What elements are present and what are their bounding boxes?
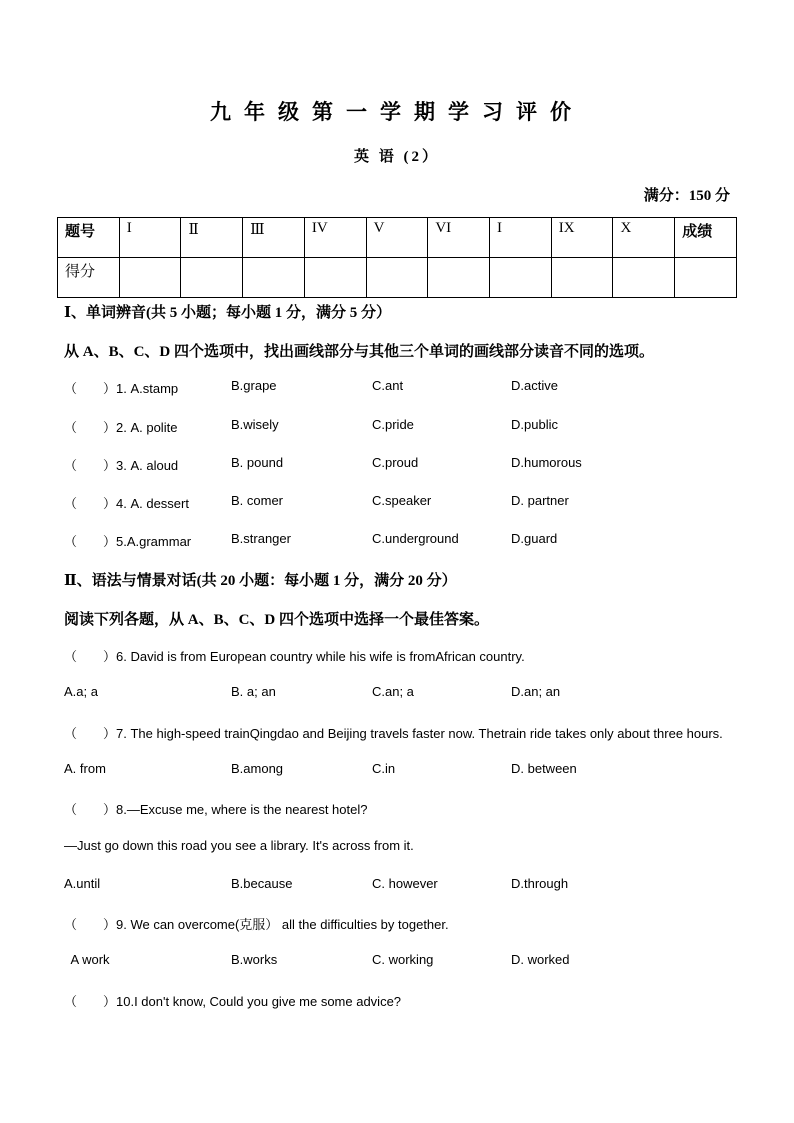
- question-stem: （ ）3. A. aloud: [64, 458, 179, 473]
- score-table-header-cell: Ⅲ: [243, 218, 305, 258]
- score-table-header-cell: VI: [428, 218, 490, 258]
- option-c: C.an; a: [372, 684, 414, 699]
- question-stem: （ ）4. A. dessert: [64, 496, 189, 511]
- option-d: D.guard: [511, 531, 558, 546]
- option-b: B.among: [231, 761, 284, 776]
- question-stem: （ ）7. The high-speed trainQingdao and Beijing travels faster now. Thetrain ride takes only about three hours.: [64, 726, 723, 741]
- option-d: D. partner: [511, 493, 569, 508]
- option-a: A.a; a: [64, 684, 98, 699]
- option-c: C. however: [372, 876, 438, 891]
- option-b: B. pound: [231, 455, 284, 470]
- option-d: D. worked: [511, 952, 570, 967]
- score-table-header-cell: IX: [551, 218, 613, 258]
- score-cell[interactable]: [490, 258, 552, 298]
- question-row: [64, 417, 744, 437]
- question-stem: （ ）1. A.stamp: [64, 381, 179, 396]
- score-table-header-cell: I: [119, 218, 181, 258]
- options-row: [64, 876, 744, 896]
- question-dialogue-line: —Just go down this road you see a library. It's across from it.: [64, 838, 414, 853]
- score-table-header-cell: V: [366, 218, 428, 258]
- option-b: B.wisely: [231, 417, 279, 432]
- question-stem: （ ）6. David is from European country while his wife is fromAfrican country.: [64, 649, 525, 664]
- question-stem: （ ）2. A. polite: [64, 420, 178, 435]
- score-table: [57, 217, 737, 298]
- option-b: B. comer: [231, 493, 284, 508]
- option-c: C.speaker: [372, 493, 432, 508]
- option-a: A work: [64, 952, 110, 967]
- options-row: [64, 761, 744, 781]
- option-b: B.stranger: [231, 531, 291, 546]
- score-row-label: 得分: [58, 258, 120, 298]
- score-table-header-cell: 成绩: [675, 218, 737, 258]
- option-a: A.until: [64, 876, 101, 891]
- option-b: B. a; an: [231, 684, 276, 699]
- score-table-header-cell: I: [490, 218, 552, 258]
- option-c: C.proud: [372, 455, 419, 470]
- option-a: A. from: [64, 761, 106, 776]
- question-stem: （ ）10.I don't know, Could you give me some advice?: [64, 994, 402, 1009]
- score-cell[interactable]: [243, 258, 305, 298]
- option-b: B.because: [231, 876, 293, 891]
- option-c: C.ant: [372, 378, 404, 393]
- option-c: C. working: [372, 952, 434, 967]
- option-b: B.grape: [231, 378, 277, 393]
- options-row: [64, 684, 744, 704]
- question-stem: （ ）5.A.grammar: [64, 534, 192, 549]
- section2-instruction: 阅读下列各题，从 A、B、C、D 四个选项中选择一个最佳答案。: [64, 612, 490, 628]
- question-row: [64, 378, 744, 398]
- score-cell[interactable]: [551, 258, 613, 298]
- option-b: B.works: [231, 952, 278, 967]
- question-row: [64, 531, 744, 551]
- option-d: D.an; an: [511, 684, 561, 699]
- score-cell[interactable]: [119, 258, 181, 298]
- option-c: C.pride: [372, 417, 414, 432]
- score-cell[interactable]: [181, 258, 243, 298]
- score-table-score-row: [58, 258, 737, 298]
- option-d: D.through: [511, 876, 569, 891]
- option-d: D.humorous: [511, 455, 582, 470]
- question-row: [64, 493, 744, 513]
- section2-heading: Ⅱ、语法与情景对话(共 20 小题：每小题 1 分，满分 20 分）: [64, 573, 457, 589]
- score-cell[interactable]: [428, 258, 490, 298]
- options-row: [64, 952, 744, 972]
- score-table-header-row: [58, 218, 737, 258]
- section1-instruction: 从 A、B、C、D 四个选项中，找出画线部分与其他三个单词的画线部分读音不同的选项。: [64, 344, 655, 360]
- score-table-header-cell: Ⅱ: [181, 218, 243, 258]
- question-stem: （ ）8.—Excuse me, where is the nearest hotel?: [64, 802, 368, 817]
- question-row: [64, 455, 744, 475]
- subject-subtitle: 英 语 (2）: [354, 149, 440, 165]
- option-d: D. between: [511, 761, 577, 776]
- score-table-header-cell: IV: [304, 218, 366, 258]
- score-cell[interactable]: [304, 258, 366, 298]
- full-score: 满分：150 分: [643, 188, 730, 204]
- score-table-header-cell: X: [613, 218, 675, 258]
- question-stem: （ ）9. We can overcome(克服） all the difficulties by together.: [64, 917, 449, 932]
- option-d: D.public: [511, 417, 558, 432]
- score-cell[interactable]: [366, 258, 428, 298]
- option-c: C.in: [372, 761, 396, 776]
- page-title: 九年级第一学期学习评价: [210, 100, 584, 124]
- score-cell[interactable]: [613, 258, 675, 298]
- option-c: C.underground: [372, 531, 459, 546]
- score-cell[interactable]: [675, 258, 737, 298]
- section1-heading: Ⅰ、单词辨音(共 5 小题；每小题 1 分，满分 5 分）: [64, 305, 392, 321]
- score-table-header-cell: 题号: [58, 218, 120, 258]
- option-d: D.active: [511, 378, 558, 393]
